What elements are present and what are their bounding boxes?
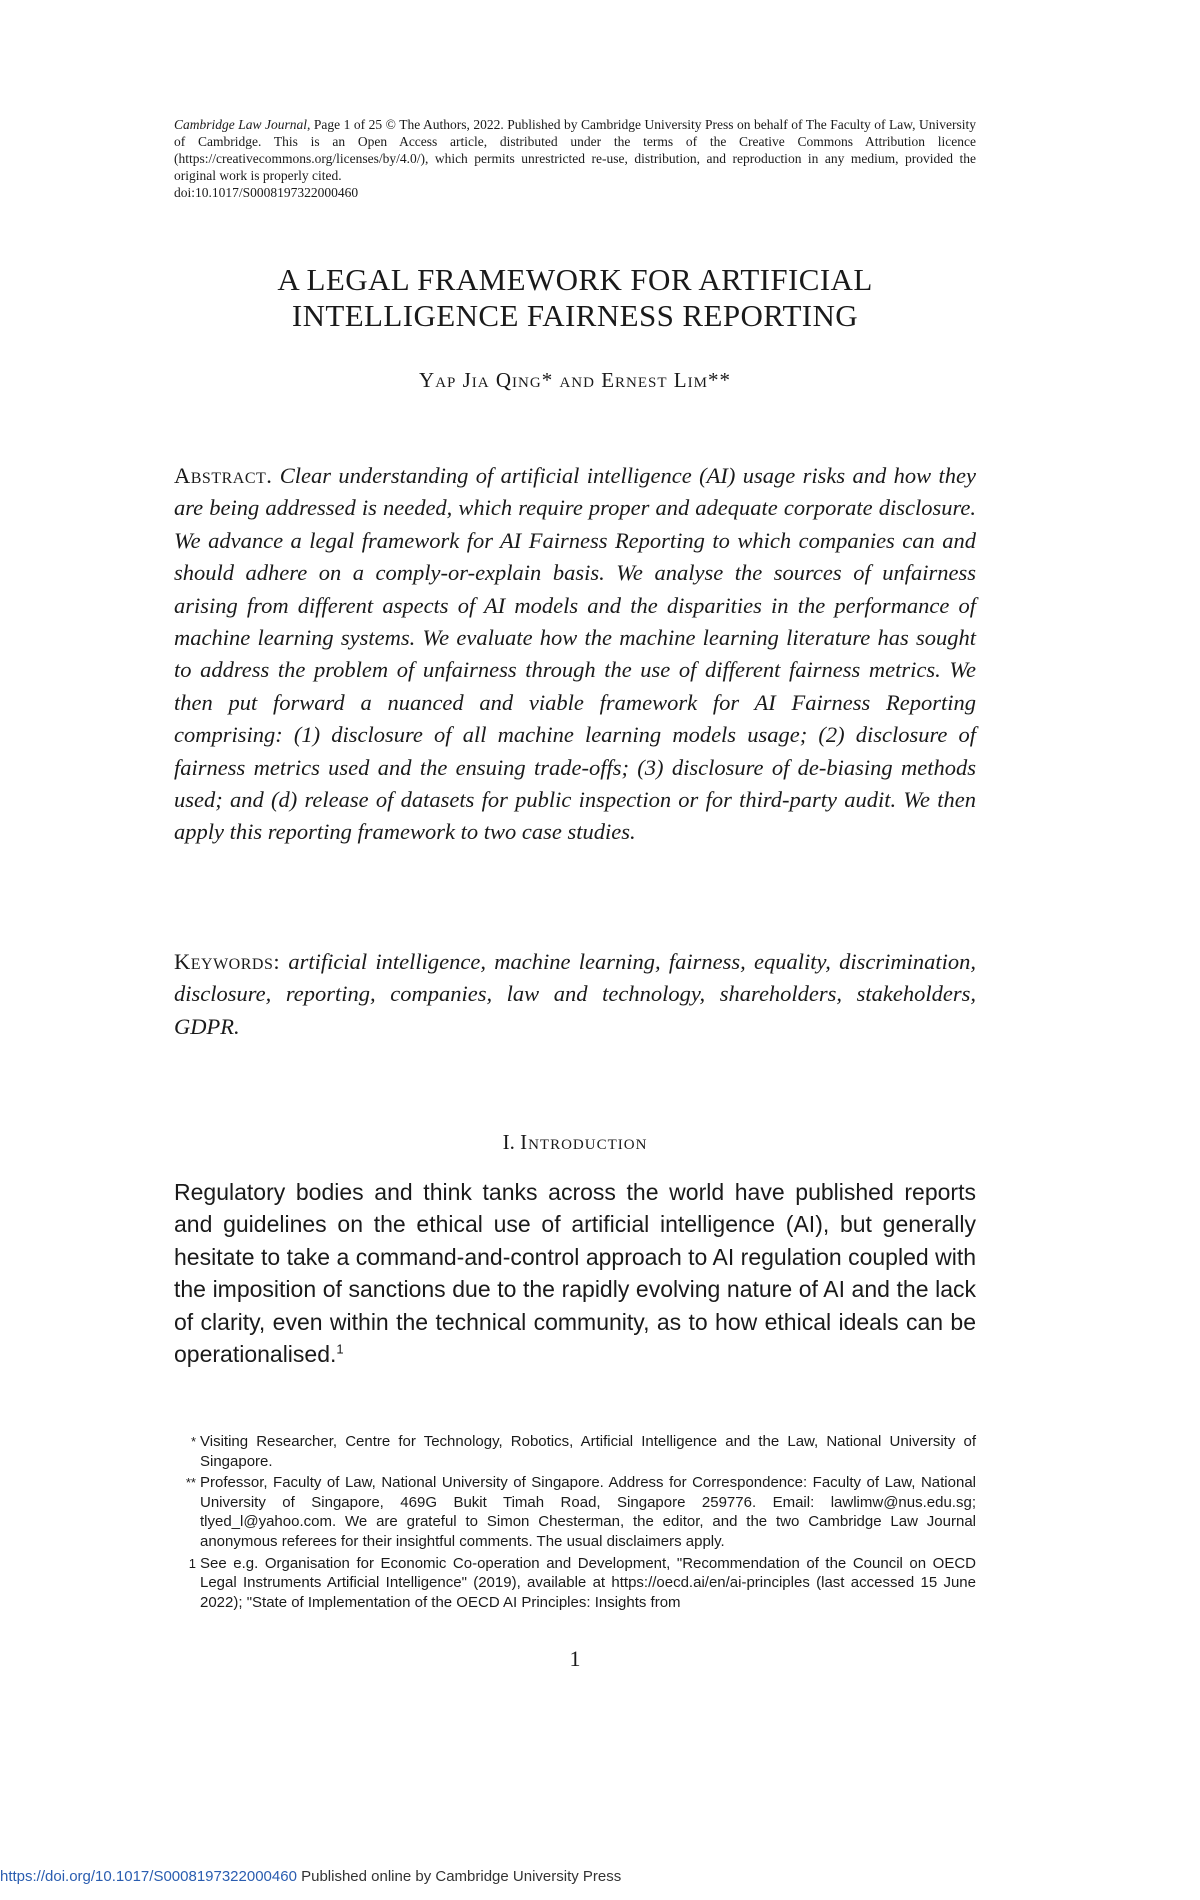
page-number: 1 — [569, 1646, 581, 1671]
keywords-text: artificial intelligence, machine learning, fairness, equality, discrimination, disclosure, reporting, companies, law and technology, shareholders, stakeholders, GDPR. — [174, 949, 976, 1039]
section-number: I. — [502, 1130, 515, 1154]
footnote — [174, 1554, 976, 1613]
abstract — [174, 460, 976, 849]
intro-text: Regulatory bodies and think tanks across the world have published reports and guidelines on the ethical use of artificial intelligence (AI), but generally hesitate to take a command-and-control approach to AI regulation coupled with the imposition of sanctions due to the rapidly evolving nature of AI and the lack of clarity, even within the technical community, as to how ethical ideals can be operationalised. — [174, 1179, 976, 1368]
article-doi: doi:10.1017/S0008197322000460 — [174, 185, 359, 200]
footnote-marker: * — [190, 1434, 196, 1449]
title-line-2: INTELLIGENCE FAIRNESS REPORTING — [291, 298, 859, 333]
section-title: Introduction — [520, 1130, 648, 1154]
license-notice: , Page 1 of 25 © The Authors, 2022. Published by Cambridge University Press on behalf of The Faculty of Law, University of Cambridge. This is an Open Access article, distributed under the terms of the Creative Commons Attribution licence (https://creativecommons.org/licenses/by/4.0/), which permits unrestricted re-use, distribution, and reproduction in any medium, provided the original work is properly cited. — [174, 117, 976, 183]
keywords-label: Keywords: — [174, 949, 281, 974]
abstract-text: Clear understanding of artificial intelligence (AI) usage risks and how they are being addressed is needed, which require proper and adequate corporate disclosure. We advance a legal framework for AI Fairness Reporting to which companies can and should adhere on a comply-or-explain basis. We analyse the sources of unfairness arising from different aspects of AI models and the disparities in the performance of machine learning systems. We evaluate how the machine learning literature has sought to address the problem of unfairness through the use of different fairness metrics. We then put forward a nuanced and viable framework for AI Fairness Reporting comprising: (1) disclosure of all machine learning models usage; (2) disclosure of fairness metrics used and the ensuing trade-offs; (3) disclosure of de-biasing methods used; and (d) release of datasets for public inspection or for third-party audit. We then apply this reporting framework to two case studies. — [174, 463, 976, 845]
abstract-label: Abstract. — [174, 463, 273, 488]
title-line-1: A LEGAL FRAMEWORK FOR ARTIFICIAL — [277, 262, 873, 297]
intro-paragraph — [174, 1176, 976, 1370]
keywords — [174, 946, 976, 1043]
author-list: Yap Jia Qing* and Ernest Lim** — [419, 368, 731, 392]
article-title — [174, 262, 976, 334]
footnote — [174, 1432, 976, 1471]
footnote-text: Professor, Faculty of Law, National University of Singapore. Address for Correspondence: Faculty of Law, National University of Singapore, 469G Bukit Timah Road, Singapore 259776. Email: lawlimw@nus.edu.sg; tlyed_l@yahoo.com. We are grateful to Simon Chesterman, the editor, and the two Cambridge Law Journal anonymous referees for their insightful comments. The usual disclaimers apply. — [200, 1474, 976, 1550]
published-online-note: Published online by Cambridge University Press — [296, 1868, 622, 1885]
footnote-text: See e.g. Organisation for Economic Co-operation and Development, "Recommendation of the Council on OECD Legal Instruments Artificial Intelligence" (2019), available at https://oecd.ai/en/ai-principles (last accessed 15 June 2022); "State of Implementation of the OECD AI Principles: Insights from — [200, 1554, 976, 1611]
footnote-marker: 1 — [188, 1555, 196, 1571]
footnote — [174, 1473, 976, 1551]
journal-header-note — [174, 116, 976, 201]
footnote-ref[interactable]: 1 — [336, 1341, 344, 1357]
journal-name: Cambridge Law Journal — [174, 117, 308, 132]
footnote-marker: ** — [185, 1475, 196, 1491]
section-heading — [174, 1130, 976, 1155]
footnotes — [174, 1432, 976, 1614]
doi-link[interactable]: https://doi.org/10.1017/S0008197322000460 — [0, 1868, 297, 1885]
bottom-doi-bar — [0, 1868, 621, 1885]
footnote-text: Visiting Researcher, Centre for Technology, Robotics, Artificial Intelligence and the Law, National University of Singapore. — [200, 1433, 976, 1470]
